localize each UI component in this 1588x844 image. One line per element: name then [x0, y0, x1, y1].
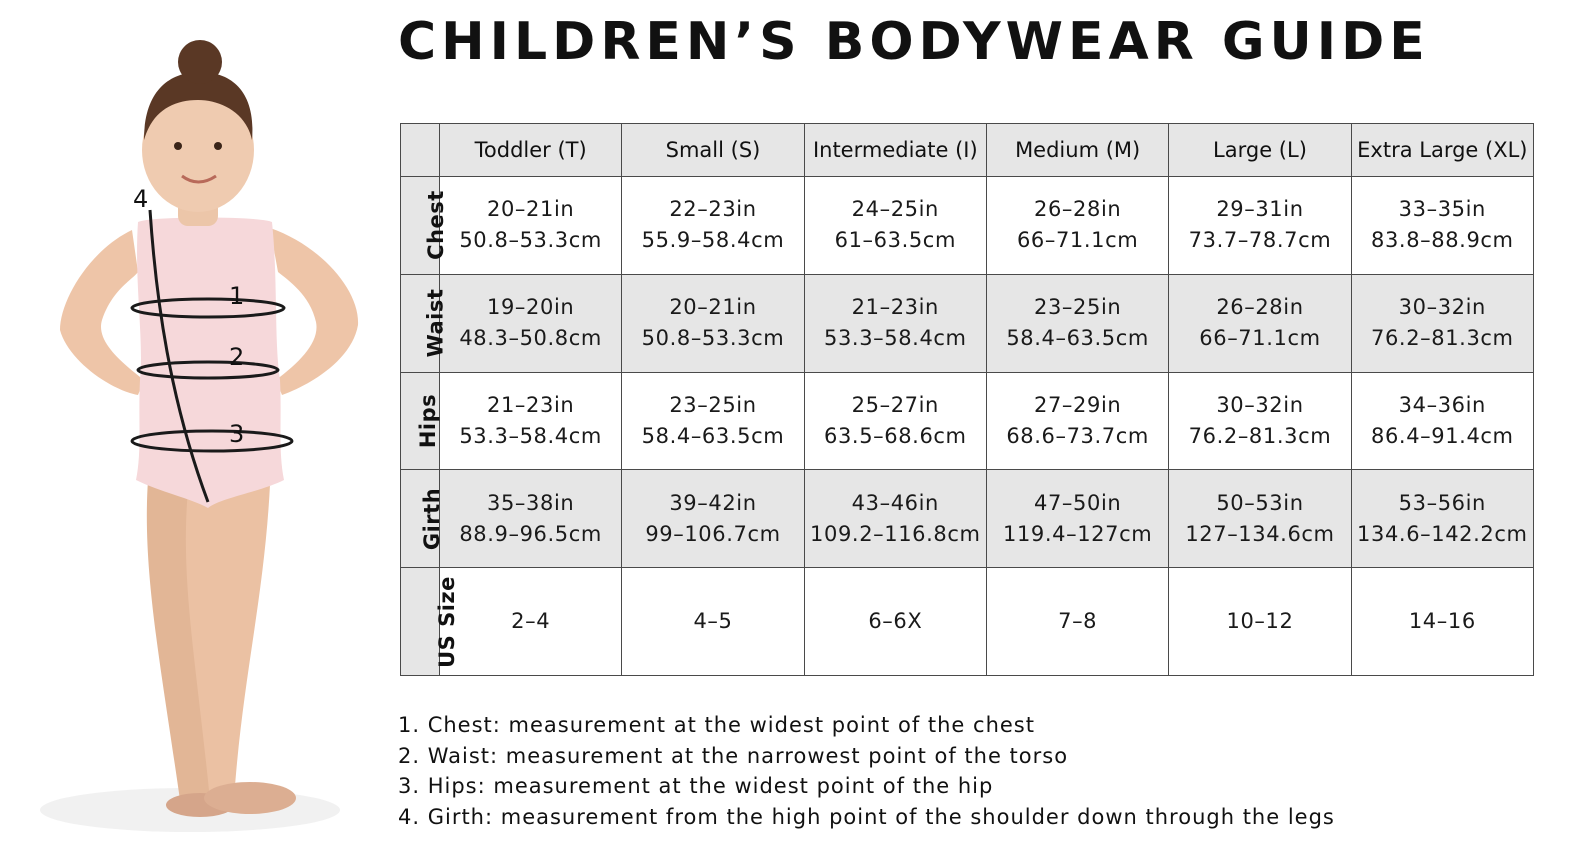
table-cell [440, 372, 622, 470]
column-header-large: Large (L) [1169, 124, 1351, 177]
page-title: CHILDREN’S BODYWEAR GUIDE [398, 12, 1430, 72]
cell-secondary-value: 66–71.1cm [1199, 326, 1321, 351]
cell-secondary-value: 119.4–127cm [1002, 521, 1153, 546]
cell-secondary-value: 88.9–96.5cm [459, 521, 602, 546]
cell-primary-value: 20–21in [669, 295, 757, 320]
right-eye [214, 142, 222, 150]
table-cell [986, 568, 1168, 676]
cell-secondary-value: 127–134.6cm [1185, 521, 1335, 546]
cell-secondary-value: 83.8–88.9cm [1371, 228, 1514, 253]
table-header-row [401, 124, 1534, 177]
table-cell [804, 274, 986, 372]
table-cell [986, 274, 1168, 372]
row-header-cell [401, 274, 448, 372]
table-cell [1351, 372, 1533, 470]
cell-primary-value: 53–56in [1398, 490, 1486, 515]
row-header-cell [401, 372, 440, 470]
cell-primary-value: 19–20in [487, 295, 575, 320]
note-hips: 3. Hips: measurement at the widest point of the hip [398, 774, 994, 798]
table-cell [804, 470, 986, 568]
row-label: Hips [416, 393, 441, 449]
cell-primary-value: 39–42in [669, 490, 757, 515]
cell-primary-value: 27–29in [1034, 392, 1122, 417]
column-header-extra-large: Extra Large (XL) [1351, 124, 1533, 177]
table-row [401, 372, 1534, 470]
cell-secondary-value: 66–71.1cm [1016, 228, 1139, 253]
row-label: Chest [423, 190, 448, 261]
cell-primary-value: 34–36in [1398, 392, 1486, 417]
table-cell [1169, 470, 1351, 568]
cell-primary-value: 4–5 [693, 609, 733, 634]
cell-secondary-value: 76.2–81.3cm [1371, 326, 1514, 351]
size-chart-table [400, 123, 1534, 676]
measurement-notes [398, 710, 1335, 832]
cell-secondary-value: 61–63.5cm [834, 228, 957, 253]
cell-secondary-value: 63.5–68.6cm [824, 423, 967, 448]
column-header-intermediate: Intermediate (I) [804, 124, 986, 177]
table-row [401, 177, 1534, 275]
table-cell [1351, 274, 1533, 372]
cell-primary-value: 22–23in [669, 197, 757, 222]
table-cell [440, 470, 622, 568]
row-header-cell [401, 470, 445, 568]
row-label: US Size [434, 575, 459, 668]
table-cell [986, 372, 1168, 470]
table-cell [440, 274, 622, 372]
table-cell [804, 568, 986, 676]
row-label: Girth [420, 487, 445, 550]
corner-header-cell [401, 124, 440, 177]
cell-primary-value: 47–50in [1034, 490, 1122, 515]
child-figure-drawing [20, 40, 380, 840]
cell-primary-value: 26–28in [1216, 295, 1304, 320]
table-cell [440, 177, 622, 275]
cell-secondary-value: 58.4–63.5cm [641, 423, 785, 448]
cell-primary-value: 14–16 [1408, 609, 1476, 634]
child-figure-illustration [20, 40, 380, 840]
table-cell [1169, 274, 1351, 372]
table-row [401, 470, 1534, 568]
table-cell [1169, 372, 1351, 470]
cell-secondary-value: 134.6–142.2cm [1357, 521, 1528, 546]
cell-primary-value: 35–38in [487, 490, 575, 515]
table-cell [622, 177, 804, 275]
table-cell [1351, 177, 1533, 275]
table-cell [622, 274, 804, 372]
table-cell [622, 568, 804, 676]
cell-primary-value: 30–32in [1398, 295, 1486, 320]
cell-primary-value: 23–25in [1034, 295, 1122, 320]
cell-secondary-value: 53.3–58.4cm [459, 423, 602, 448]
cell-secondary-value: 55.9–58.4cm [641, 228, 785, 253]
table-body [401, 177, 1534, 676]
cell-primary-value: 10–12 [1226, 609, 1294, 634]
table-row [401, 568, 1534, 676]
left-arm [60, 230, 144, 395]
cell-primary-value: 25–27in [851, 392, 939, 417]
table-cell [622, 470, 804, 568]
cell-secondary-value: 68.6–73.7cm [1006, 423, 1149, 448]
cell-primary-value: 20–21in [487, 197, 575, 222]
cell-secondary-value: 48.3–50.8cm [459, 326, 602, 351]
table-cell [440, 568, 622, 676]
table-cell [986, 470, 1168, 568]
note-waist: 2. Waist: measurement at the narrowest point of the torso [398, 743, 1069, 768]
cell-secondary-value: 73.7–78.7cm [1188, 228, 1332, 253]
table-cell [986, 177, 1168, 275]
row-header-cell [401, 177, 448, 275]
cell-primary-value: 24–25in [851, 197, 939, 222]
table-cell [1351, 470, 1533, 568]
hair-bun [178, 40, 222, 84]
column-header-medium: Medium (M) [986, 124, 1168, 177]
cell-primary-value: 21–23in [851, 295, 939, 320]
table-cell [804, 177, 986, 275]
cell-secondary-value: 76.2–81.3cm [1188, 423, 1332, 448]
cell-primary-value: 43–46in [851, 490, 939, 515]
table-cell [1169, 568, 1351, 676]
cell-secondary-value: 50.8–53.3cm [459, 228, 602, 253]
note-chest: 1. Chest: measurement at the widest point of the chest [398, 713, 1035, 737]
cell-primary-value: 21–23in [487, 392, 575, 417]
table-cell [1351, 568, 1533, 676]
cell-primary-value: 33–35in [1398, 197, 1486, 222]
waist-marker-label: 2 [229, 343, 245, 371]
table-cell [622, 372, 804, 470]
hips-marker-label: 3 [229, 420, 245, 448]
left-eye [174, 142, 182, 150]
cell-primary-value: 50–53in [1216, 490, 1304, 515]
table-cell [1169, 177, 1351, 275]
cell-secondary-value: 58.4–63.5cm [1006, 326, 1149, 351]
chest-marker-label: 1 [229, 282, 245, 310]
note-girth: 4. Girth: measurement from the high point of the shoulder down through the legs [398, 804, 1335, 829]
cell-secondary-value: 99–106.7cm [645, 521, 781, 546]
cell-secondary-value: 109.2–116.8cm [810, 521, 981, 546]
ballet-shoe-right [204, 782, 296, 814]
table-cell [804, 372, 986, 470]
row-header-cell [401, 568, 459, 676]
cell-secondary-value: 53.3–58.4cm [824, 326, 967, 351]
cell-primary-value: 30–32in [1216, 392, 1304, 417]
cell-primary-value: 29–31in [1216, 197, 1304, 222]
cell-primary-value: 23–25in [669, 392, 757, 417]
cell-primary-value: 2–4 [511, 609, 551, 634]
cell-primary-value: 26–28in [1034, 197, 1122, 222]
cell-primary-value: 7–8 [1058, 609, 1098, 634]
column-header-small: Small (S) [622, 124, 804, 177]
right-arm [270, 228, 358, 395]
cell-secondary-value: 50.8–53.3cm [641, 326, 785, 351]
column-header-toddler: Toddler (T) [440, 124, 622, 177]
cell-secondary-value: 86.4–91.4cm [1371, 423, 1514, 448]
girth-marker-label: 4 [133, 185, 149, 213]
cell-primary-value: 6–6X [868, 609, 923, 634]
table-row [401, 274, 1534, 372]
row-label: Waist [423, 288, 448, 358]
